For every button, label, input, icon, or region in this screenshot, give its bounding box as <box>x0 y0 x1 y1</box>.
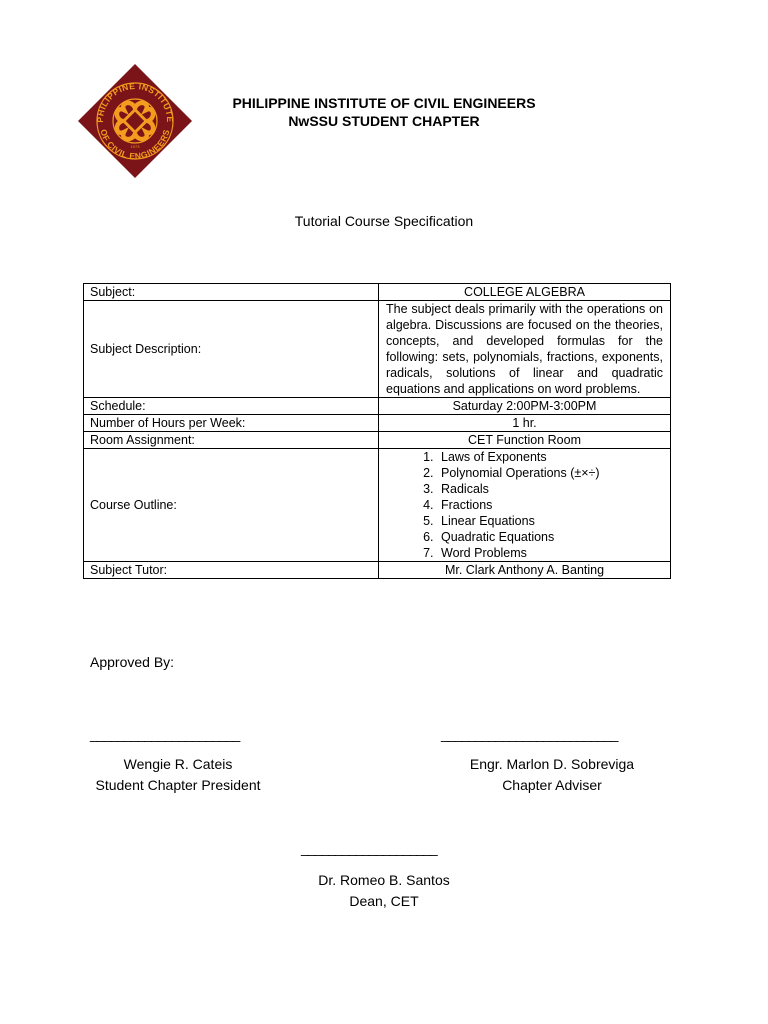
org-header <box>200 94 568 130</box>
hours-value: 1 hr. <box>379 415 671 432</box>
approved-by-label: Approved By: <box>90 654 175 670</box>
signatory-name: Engr. Marlon D. Sobreviga <box>469 756 635 772</box>
signatory-name: Dr. Romeo B. Santos <box>318 872 450 888</box>
description-label: Subject Description: <box>84 301 379 398</box>
svg-text:PHILIPPINE INSTITUTE: PHILIPPINE INSTITUTE <box>94 80 176 123</box>
tutor-value: Mr. Clark Anthony A. Banting <box>379 562 671 579</box>
document-title: Tutorial Course Specification <box>294 213 474 229</box>
hours-label: Number of Hours per Week: <box>84 415 379 432</box>
signatory-adviser <box>442 754 662 796</box>
signatory-president <box>80 754 276 796</box>
svg-text:1973: 1973 <box>130 144 140 149</box>
table-row <box>84 449 671 562</box>
schedule-value: Saturday 2:00PM-3:00PM <box>379 398 671 415</box>
subject-value: COLLEGE ALGEBRA <box>379 284 671 301</box>
signatory-name: Wengie R. Cateis <box>123 756 233 772</box>
signature-line-president: ______________________ <box>90 726 240 742</box>
room-label: Room Assignment: <box>84 432 379 449</box>
list-item: 4. Fractions <box>437 497 664 513</box>
outline-list <box>385 449 664 561</box>
signatory-title: Chapter Adviser <box>502 777 602 793</box>
list-item: 7. Word Problems <box>437 545 664 561</box>
table-row <box>84 562 671 579</box>
tutor-label: Subject Tutor: <box>84 562 379 579</box>
description-value: The subject deals primarily with the operations on algebra. Discussions are focused on the theories, concepts, and developed formulas for the following: sets, polynomials, fractions, exponents, radicals, solutions of linear and quadratic equations and applications on word problems. <box>379 301 671 398</box>
list-item: 1. Laws of Exponents <box>437 449 664 465</box>
room-value: CET Function Room <box>379 432 671 449</box>
svg-text:OF CIVIL ENGINEERS: OF CIVIL ENGINEERS <box>98 128 172 162</box>
table-row <box>84 301 671 398</box>
outline-label: Course Outline: <box>84 449 379 562</box>
table-row <box>84 284 671 301</box>
subject-label: Subject: <box>84 284 379 301</box>
list-item: 5. Linear Equations <box>437 513 664 529</box>
chapter-name: NwSSU STUDENT CHAPTER <box>288 113 480 129</box>
outline-value <box>379 449 671 562</box>
table-row <box>84 432 671 449</box>
list-item: 2. Polynomial Operations (±×÷) <box>437 465 664 481</box>
signatory-dean <box>284 870 484 912</box>
signature-line-dean: ____________________ <box>301 840 437 856</box>
table-row <box>84 398 671 415</box>
org-name: PHILIPPINE INSTITUTE OF CIVIL ENGINEERS <box>232 95 536 111</box>
course-spec-table <box>83 283 671 579</box>
list-item: 3. Radicals <box>437 481 664 497</box>
signature-line-adviser: __________________________ <box>441 726 618 742</box>
signatory-title: Student Chapter President <box>95 777 261 793</box>
schedule-label: Schedule: <box>84 398 379 415</box>
signatory-title: Dean, CET <box>349 893 419 909</box>
list-item: 6. Quadratic Equations <box>437 529 664 545</box>
pice-logo <box>76 62 194 180</box>
table-row <box>84 415 671 432</box>
